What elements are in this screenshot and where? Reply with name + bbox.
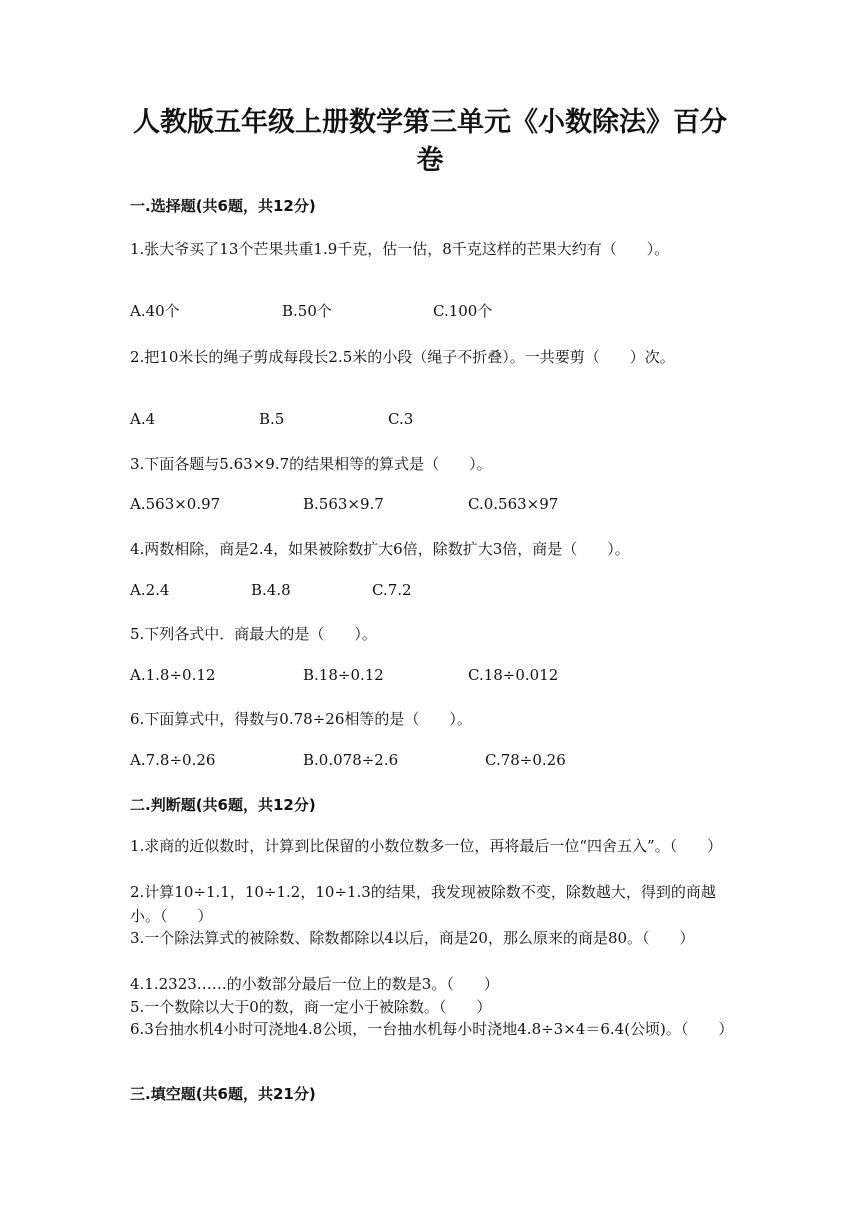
question-text: 4.两数相除，商是2.4，如果被除数扩大6倍，除数扩大3倍，商是（ ）。 — [130, 540, 630, 558]
judgment-item: 2.计算10÷1.1，10÷1.2，10÷1.3的结果，我发现被除数不变，除数越大，得到的商越小。（ ） — [130, 883, 716, 925]
question-text: 3.下面各题与5.63×9.7的结果相等的算式是（ ）。 — [130, 455, 492, 473]
option-c: C.78÷0.26 — [485, 751, 566, 769]
option-c: C.18÷0.012 — [468, 666, 559, 684]
judgment-item: 4.1.2323……的小数部分最后一位上的数是3。（ ） — [130, 975, 499, 993]
option-a: A.1.8÷0.12 — [130, 666, 216, 684]
option-b: B.50个 — [282, 302, 332, 320]
section-heading-choice: 一.选择题(共6题，共12分) — [130, 197, 316, 215]
judgment-item: 1.求商的近似数时，计算到比保留的小数位数多一位，再将最后一位“四舍五入”。（ ） — [130, 837, 723, 855]
judgment-item: 5.一个数除以大于0的数，商一定小于被除数。（ ） — [130, 998, 492, 1016]
page-title: 人教版五年级上册数学第三单元《小数除法》百分卷 — [133, 107, 727, 176]
judgment-item: 3.一个除法算式的被除数、除数都除以4以后，商是20，那么原来的商是80。（ ） — [130, 929, 695, 947]
option-b: B.5 — [259, 410, 285, 428]
judgment-item: 6.3台抽水机4小时可浇地4.8公顷，一台抽水机每小时浇地4.8÷3×4＝6.4(公顷)。（ ） — [130, 1020, 734, 1038]
section-heading-fill: 三.填空题(共6题，共21分) — [130, 1085, 316, 1103]
option-a: A.563×0.97 — [130, 495, 221, 513]
option-b: B.18÷0.12 — [303, 666, 384, 684]
question-text: 6.下面算式中，得数与0.78÷26相等的是（ ）。 — [130, 710, 472, 728]
section-heading-judgment: 二.判断题(共6题，共12分) — [130, 796, 316, 814]
option-c: C.3 — [388, 410, 414, 428]
option-b: B.563×9.7 — [303, 495, 384, 513]
option-a: A.4 — [130, 410, 156, 428]
option-b: B.4.8 — [251, 581, 291, 599]
question-text: 1.张大爷买了13个芒果共重1.9千克，估一估，8千克这样的芒果大约有（ ）。 — [130, 240, 670, 258]
option-c: C.7.2 — [372, 581, 412, 599]
option-b: B.0.078÷2.6 — [303, 751, 399, 769]
option-c: C.0.563×97 — [468, 495, 559, 513]
option-a: A.2.4 — [130, 581, 170, 599]
option-a: A.7.8÷0.26 — [130, 751, 216, 769]
question-text: 2.把10米长的绳子剪成每段长2.5米的小段（绳子不折叠）。一共要剪（ ）次。 — [130, 348, 675, 366]
option-a: A.40个 — [130, 302, 180, 320]
option-c: C.100个 — [433, 302, 493, 320]
question-text: 5.下列各式中．商最大的是（ ）。 — [130, 625, 377, 643]
